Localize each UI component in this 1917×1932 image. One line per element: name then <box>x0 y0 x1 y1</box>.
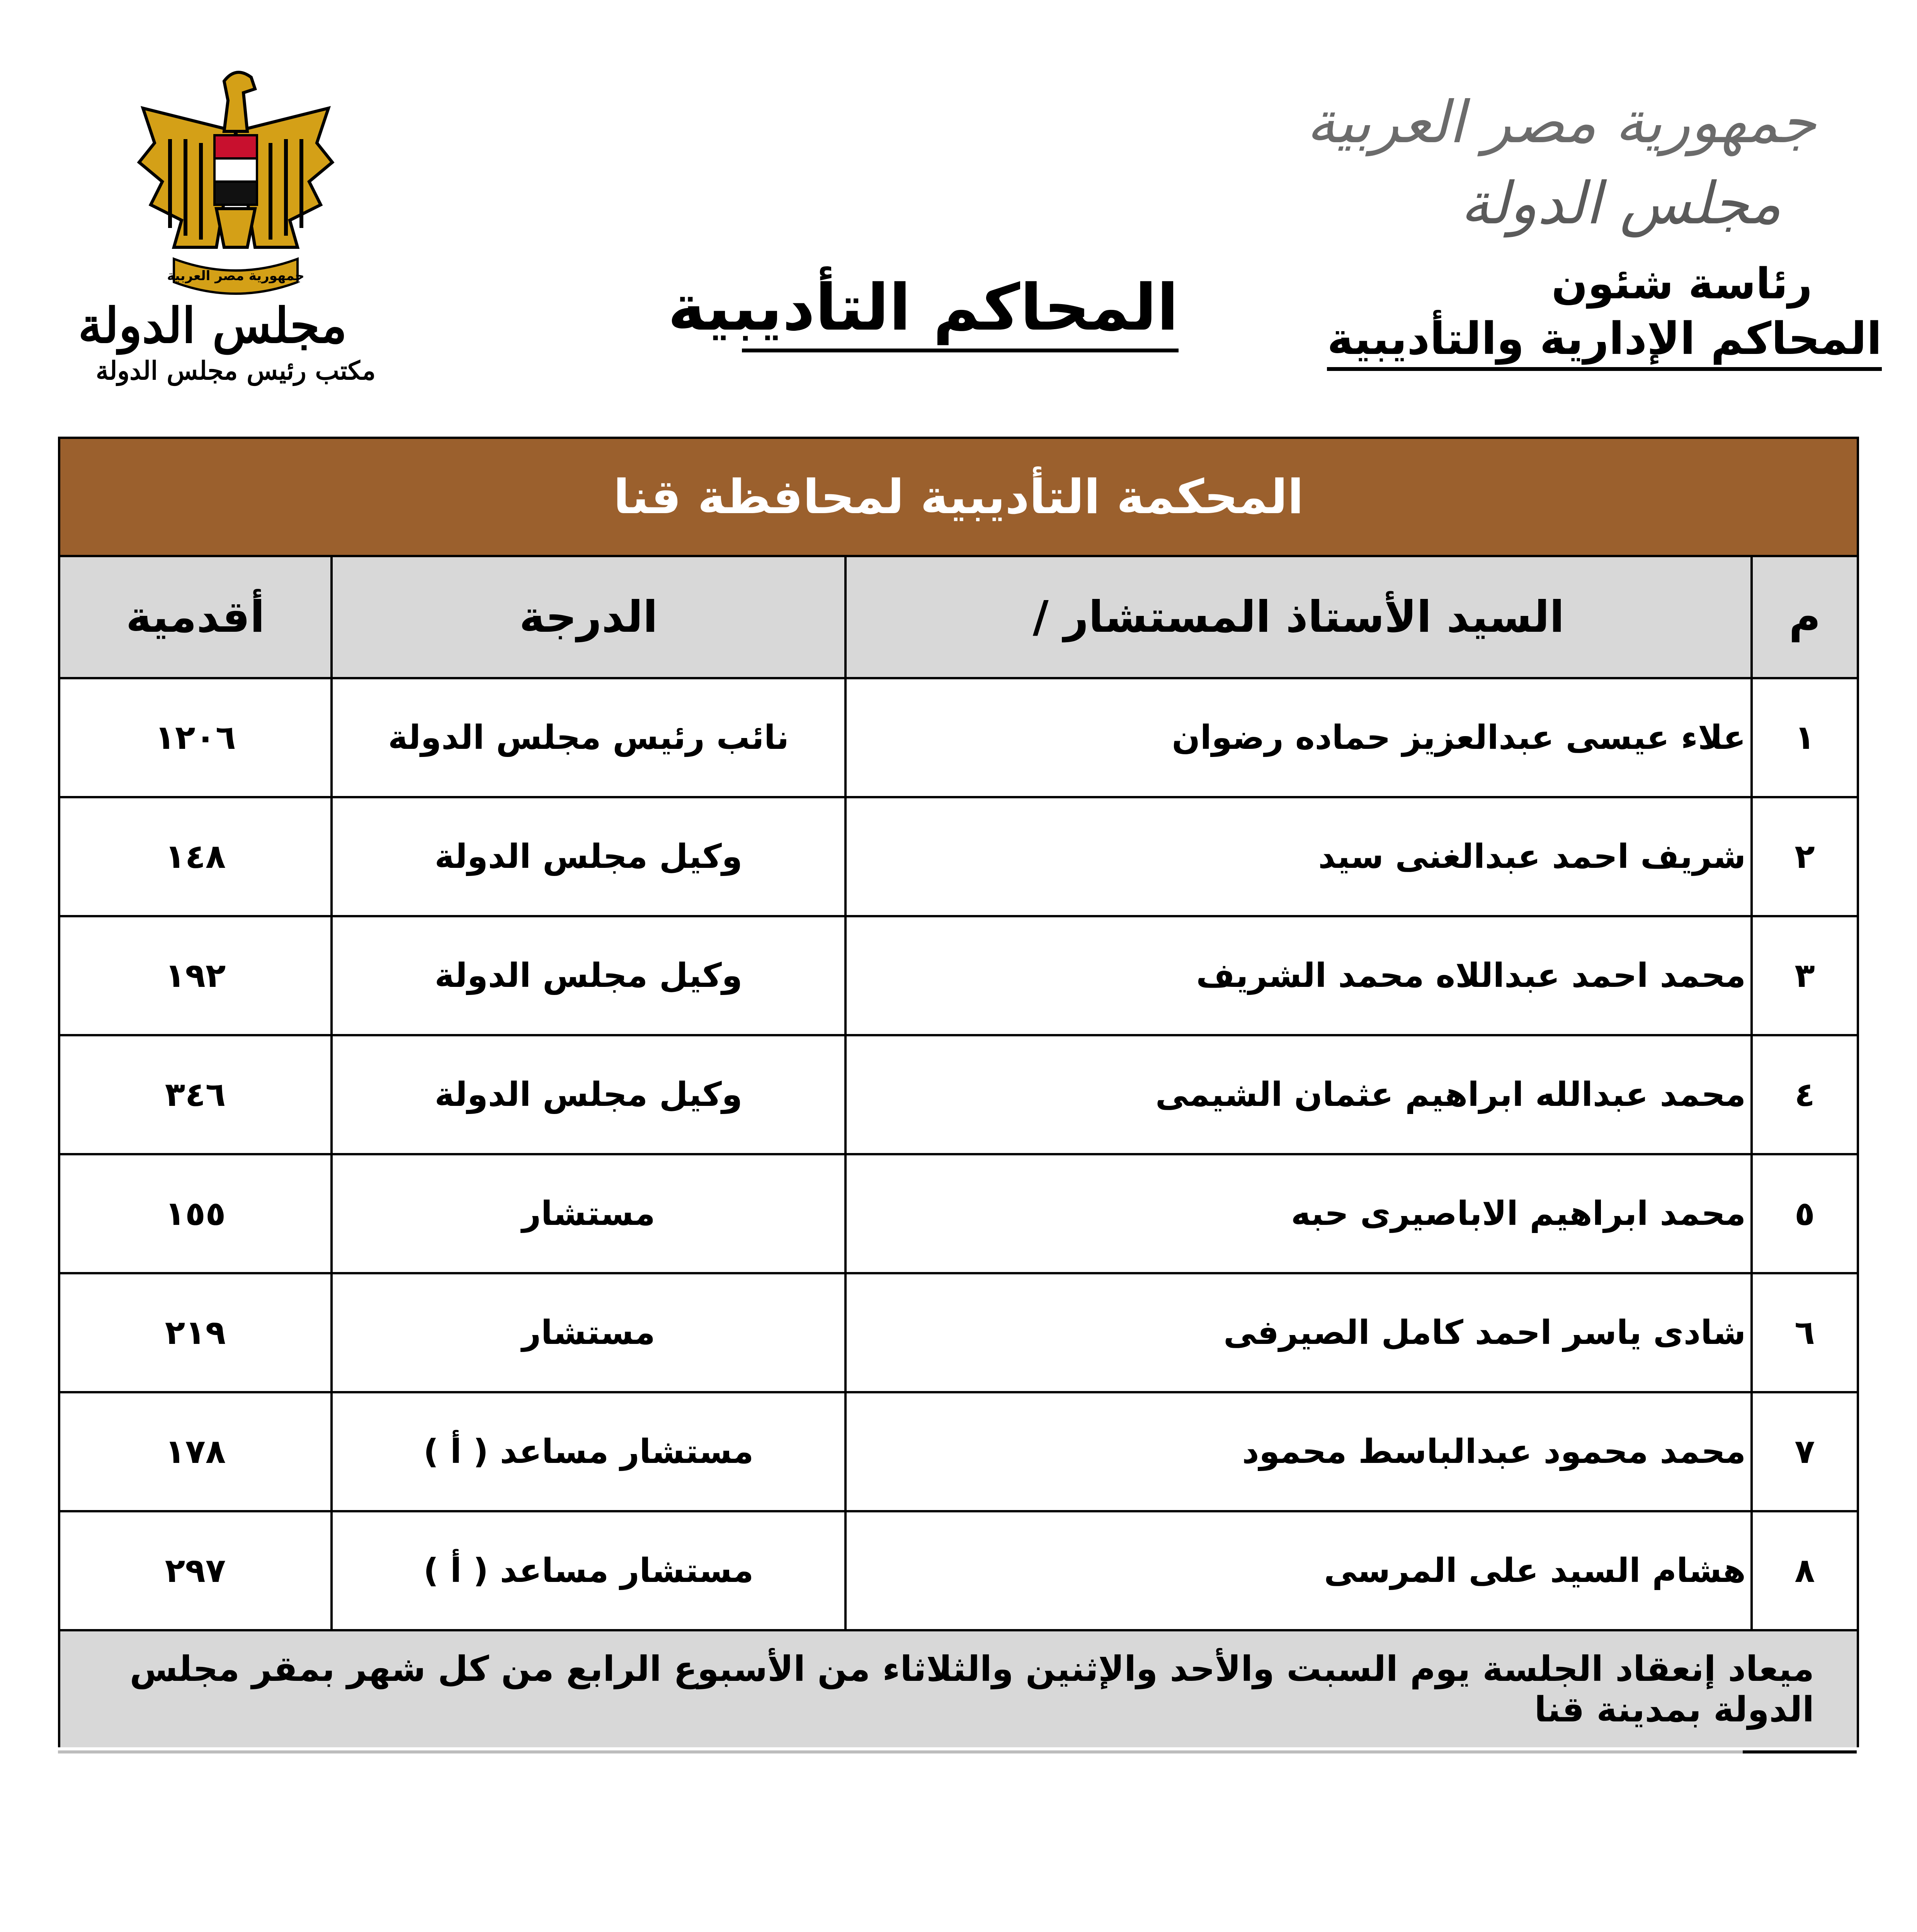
table-row <box>59 1273 1858 1392</box>
row-num: ٧ <box>1752 1392 1858 1511</box>
table-row <box>59 1511 1858 1630</box>
row-num: ٢ <box>1752 797 1858 916</box>
header-seniority: أقدمية <box>59 556 332 678</box>
row-rank: مستشار مساعد ( أ ) <box>332 1392 845 1511</box>
row-rank: مستشار مساعد ( أ ) <box>332 1511 845 1630</box>
table-bottom-divider <box>58 1750 1743 1753</box>
row-num: ١ <box>1752 678 1858 797</box>
row-name: هشام السيد على المرسى <box>845 1511 1752 1630</box>
row-seniority: ١٩٢ <box>59 916 332 1035</box>
table-bottom-divider-dark <box>1743 1750 1857 1753</box>
row-seniority: ٣٤٦ <box>59 1035 332 1154</box>
court-table <box>58 437 1859 1747</box>
row-seniority: ١٧٨ <box>59 1392 332 1511</box>
row-seniority: ١٥٥ <box>59 1154 332 1273</box>
row-num: ٥ <box>1752 1154 1858 1273</box>
row-num: ٣ <box>1752 916 1858 1035</box>
row-num: ٨ <box>1752 1511 1858 1630</box>
header-name: السيد الأستاذ المستشار / <box>845 556 1752 678</box>
row-name: علاء عيسى عبدالعزيز حماده رضوان <box>845 678 1752 797</box>
row-rank: وكيل مجلس الدولة <box>332 1035 845 1154</box>
row-rank: وكيل مجلس الدولة <box>332 916 845 1035</box>
table-row <box>59 1154 1858 1273</box>
row-name: شادى ياسر احمد كامل الصيرفى <box>845 1273 1752 1392</box>
header-right <box>1306 73 1882 375</box>
page-title: المحاكم التأديبية <box>742 270 1179 352</box>
row-rank: مستشار <box>332 1154 845 1273</box>
header-num: م <box>1752 556 1858 678</box>
row-num: ٤ <box>1752 1035 1858 1154</box>
session-footer-row <box>59 1630 1858 1747</box>
court-title: المحكمة التأديبية لمحافظة قنا <box>59 438 1858 556</box>
header-rank: الدرجة <box>332 556 845 678</box>
table-row <box>59 1035 1858 1154</box>
column-header-row <box>59 556 1858 678</box>
courts-affairs-label: المحاكم الإدارية والتأديبية <box>1327 313 1882 371</box>
emblem-banner-text: جمهورية مصر العربية <box>167 268 304 284</box>
republic-calligraphy: جمهورية مصر العربية <box>1306 89 1816 156</box>
row-name: محمد محمود عبدالباسط محمود <box>845 1392 1752 1511</box>
row-rank: نائب رئيس مجلس الدولة <box>332 678 845 797</box>
row-seniority: ٢١٩ <box>59 1273 332 1392</box>
row-rank: مستشار <box>332 1273 845 1392</box>
row-num: ٦ <box>1752 1273 1858 1392</box>
row-name: محمد احمد عبداللاه محمد الشريف <box>845 916 1752 1035</box>
header-left <box>66 66 406 386</box>
table-row <box>59 916 1858 1035</box>
row-seniority: ١٤٨ <box>59 797 332 916</box>
row-seniority: ١٢٠٦ <box>59 678 332 797</box>
table-row <box>59 1392 1858 1511</box>
council-name: مجلس الدولة <box>78 298 347 354</box>
council-calligraphy: مجلس الدولة <box>1460 170 1781 237</box>
row-name: محمد عبدالله ابراهيم عثمان الشيمى <box>845 1035 1752 1154</box>
row-rank: وكيل مجلس الدولة <box>332 797 845 916</box>
presidency-label: رئاسة شئون <box>1551 259 1812 308</box>
office-name: مكتب رئيس مجلس الدولة <box>95 355 376 386</box>
session-schedule: ميعاد إنعقاد الجلسة يوم السبت والأحد والإثنين والثلاثاء من الأسبوع الرابع من كل شهر بمقر مجلس الدولة بمدينة قنا <box>59 1630 1858 1747</box>
eagle-emblem-icon <box>128 66 344 301</box>
row-name: محمد ابراهيم الاباصيرى حبه <box>845 1154 1752 1273</box>
table-row <box>59 678 1858 797</box>
table-row <box>59 797 1858 916</box>
row-name: شريف احمد عبدالغنى سيد <box>845 797 1752 916</box>
row-seniority: ٢٩٧ <box>59 1511 332 1630</box>
